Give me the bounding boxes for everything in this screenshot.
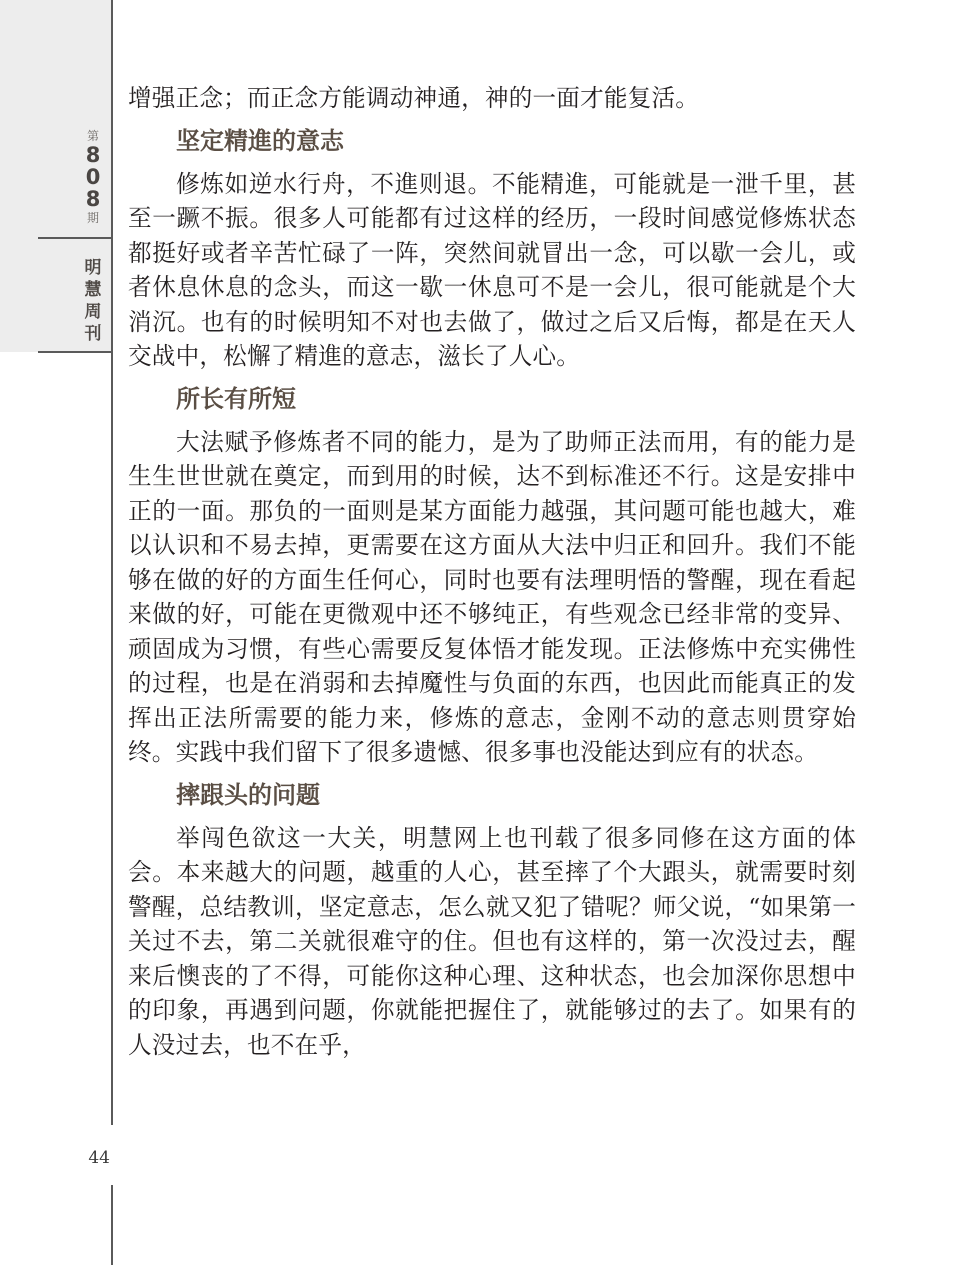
article-body: [128, 81, 856, 1062]
section-heading: 坚定精進的意志: [176, 126, 344, 155]
margin-rule-upper: [111, 0, 113, 1125]
page-number: 44: [88, 1148, 110, 1168]
issue-number: [75, 144, 111, 210]
issue-digit: 0: [85, 165, 101, 189]
masthead-char: 刊: [84, 324, 102, 344]
masthead-char: 周: [84, 302, 102, 322]
section-heading: 摔跟头的问题: [176, 780, 320, 809]
paragraph: 修炼如逆水行舟，不進则退。不能精進，可能就是一泄千里，甚至一蹶不振。很多人可能都有过这样的经历，一段时间感觉修炼状态都挺好或者辛苦忙碌了一阵，突然间就冒出一念，可以歇一会儿，或者休息休息的念头，而这一歇一休息可不是一会儿，很可能就是个大消沉。也有的时候明知不对也去做了，做过之后又后悔，都是在天人交战中，松懈了精進的意志，滋长了人心。: [128, 169, 856, 370]
issue-prefix: 第: [86, 129, 99, 143]
masthead-char: 慧: [84, 280, 102, 300]
margin-rule-lower: [111, 1185, 113, 1265]
issue-digit: 8: [85, 187, 101, 211]
issue-label: [75, 128, 111, 226]
sidebar-bottom-rule: [38, 351, 111, 353]
paragraph: 增强正念；而正念方能调动神通，神的一面才能复活。: [128, 84, 700, 112]
section-heading: 所长有所短: [176, 384, 296, 413]
masthead-title: [75, 257, 111, 345]
issue-suffix: 期: [86, 211, 99, 225]
paragraph: 大法赋予修炼者不同的能力，是为了助师正法而用，有的能力是生生世世就在奠定，而到用的时候，达不到标准还不行。这是安排中正的一面。那负的一面则是某方面能力越强，其问题可能也越大，难以认识和不易去掉，更需要在这方面从大法中归正和回升。我们不能够在做的好的方面生任何心，同时也要有法理明悟的警醒，现在看起来做的好，可能在更微观中还不够纯正，有些观念已经非常的变异、顽固成为习惯，有些心需要反复体悟才能发现。正法修炼中充实佛性的过程，也是在消弱和去掉魔性与负面的东西，也因此而能真正的发挥出正法所需要的能力来，修炼的意志，金刚不动的意志则贯穿始终。实践中我们留下了很多遗憾、很多事也没能达到应有的状态。: [128, 427, 856, 766]
issue-digit: 8: [85, 143, 101, 167]
masthead-char: 明: [84, 258, 102, 278]
sidebar-divider: [38, 237, 111, 239]
paragraph: 举闯色欲这一大关，明慧网上也刊载了很多同修在这方面的体会。本来越大的问题，越重的人心，甚至摔了个大跟头，就需要时刻警醒，总结教训，坚定意志，怎么就又犯了错呢？师父说，“如果第一关过不去，第二关就很难守的住。但也有这样的，第一次没过去，醒来后懊丧的了不得，可能你这种心理、这种状态，也会加深你思想中的印象，再遇到问题，你就能把握住了，就能够过的去了。如果有的人没过去，也不在乎，: [128, 823, 856, 1059]
